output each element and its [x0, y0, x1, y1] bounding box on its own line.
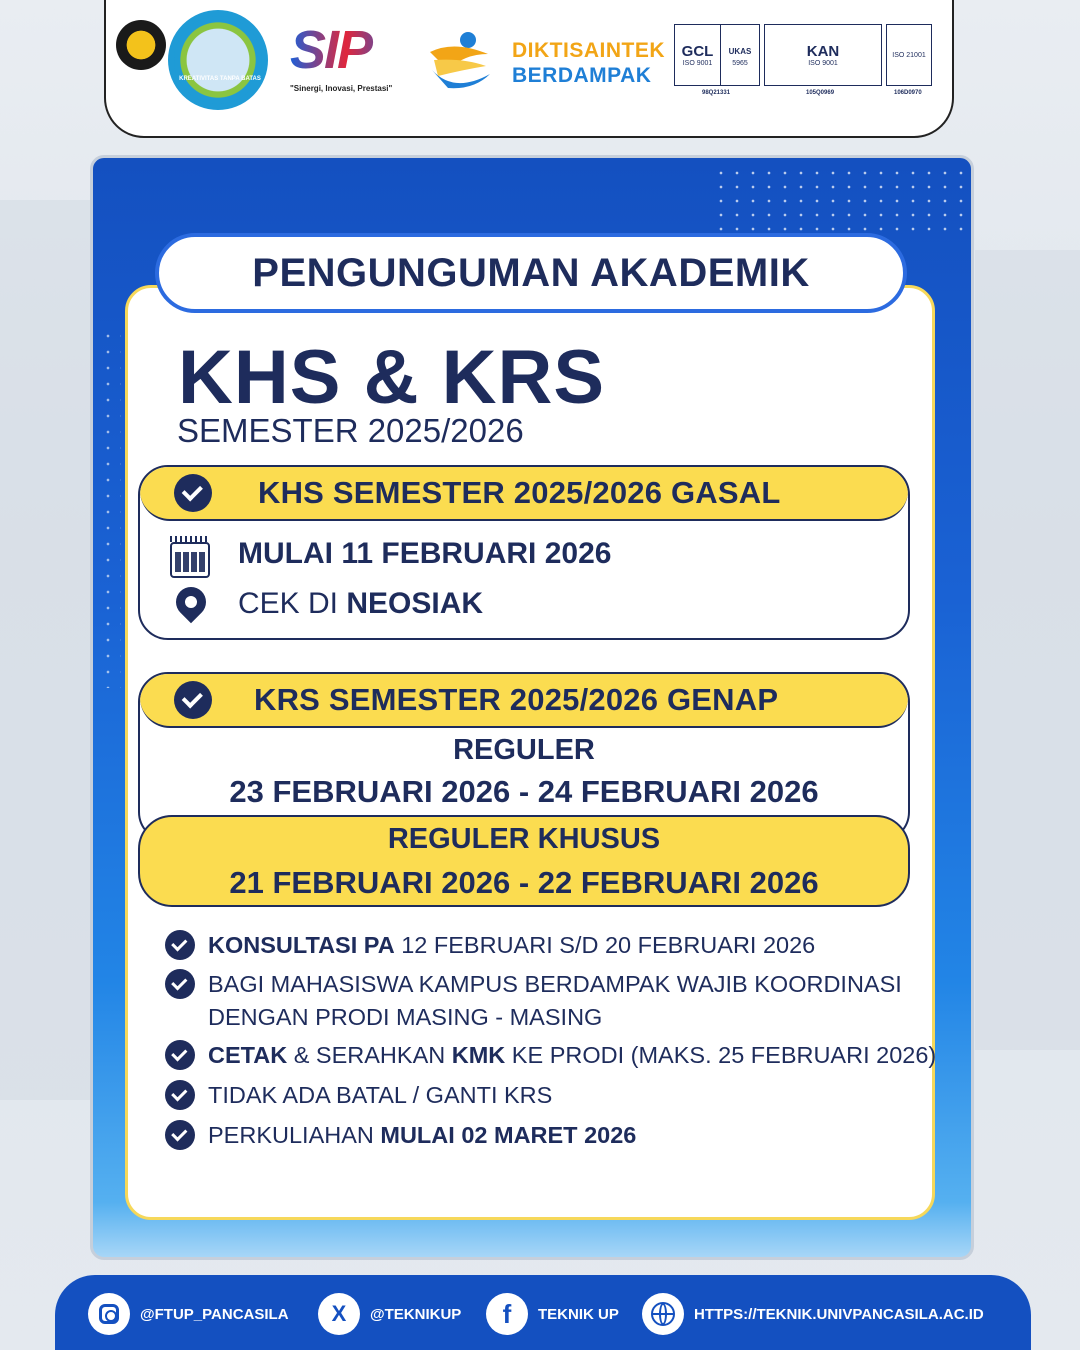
check-icon [165, 1040, 195, 1070]
cert-iso-21001: ISO 21001 [886, 24, 932, 86]
cert-gcl-ukas: GCL ISO 9001 UKAS 5965 [674, 24, 760, 86]
krs-reguler-dates: 23 FEBRUARI 2026 - 24 FEBRUARI 2026 [229, 774, 819, 809]
decorative-dots [101, 328, 121, 688]
krs-khusus-dates: 21 FEBRUARI 2026 - 22 FEBRUARI 2026 [229, 865, 819, 900]
location-pin-icon [170, 581, 212, 623]
header-logo-bar [104, 0, 954, 138]
background-building [0, 200, 90, 1100]
facebook-icon: f [486, 1293, 528, 1335]
khs-check-location: CEK DI NEOSIAK [238, 587, 484, 620]
x-link[interactable]: X @TEKNIKUP [318, 1293, 461, 1335]
diktisaintek-mark-logo [424, 30, 496, 94]
check-icon [174, 681, 212, 719]
check-icon [174, 474, 212, 512]
check-icon [165, 1080, 195, 1110]
khs-start-date: MULAI 11 FEBRUARI 2026 [238, 537, 612, 570]
krs-khusus-box [138, 815, 910, 907]
khs-heading: KHS SEMESTER 2025/2026 GASAL [258, 475, 781, 510]
cert-kan: KAN ISO 9001 [764, 24, 882, 86]
instagram-link[interactable]: @FTUP_PANCASILA [88, 1293, 289, 1335]
instagram-icon [88, 1293, 130, 1335]
announcement-title: PENGUNGUMAN AKADEMIK [252, 250, 810, 295]
sip-tagline: "Sinergi, Inovasi, Prestasi" [290, 84, 393, 93]
kreativitas-logo-text: KREATIVITAS TANPA BATAS [179, 76, 261, 82]
x-icon: X [318, 1293, 360, 1335]
university-seal-logo [116, 20, 166, 70]
cert-number: 105Q0969 [806, 90, 835, 96]
sip-logo-text: SIP [290, 22, 402, 78]
announcement-title-pill [155, 233, 907, 313]
sip-logo [290, 22, 402, 82]
kreativitas-logo [168, 10, 268, 110]
cert-number: 106D0970 [894, 90, 922, 96]
khs-section [138, 465, 910, 640]
krs-reguler-label: REGULER [453, 734, 595, 766]
krs-heading: KRS SEMESTER 2025/2026 GENAP [254, 682, 779, 717]
cert-number: 98Q21331 [702, 90, 731, 96]
website-link[interactable]: HTTPS://TEKNIK.UNIVPANCASILA.AC.ID [642, 1293, 984, 1335]
semester-label: SEMESTER 2025/2026 [177, 412, 524, 449]
decorative-dots [713, 166, 963, 236]
krs-khusus-label: REGULER KHUSUS [387, 823, 661, 855]
facebook-link[interactable]: f TEKNIK UP [486, 1293, 619, 1335]
calendar-icon [170, 542, 210, 578]
diktisaintek-wordmark: DIKTISAINTEK BERDAMPAK [512, 39, 665, 87]
globe-icon [642, 1293, 684, 1335]
background-building [975, 250, 1080, 1050]
check-icon [165, 1120, 195, 1150]
check-icon [165, 969, 195, 999]
check-icon [165, 930, 195, 960]
main-heading: KHS & KRS [178, 335, 606, 420]
